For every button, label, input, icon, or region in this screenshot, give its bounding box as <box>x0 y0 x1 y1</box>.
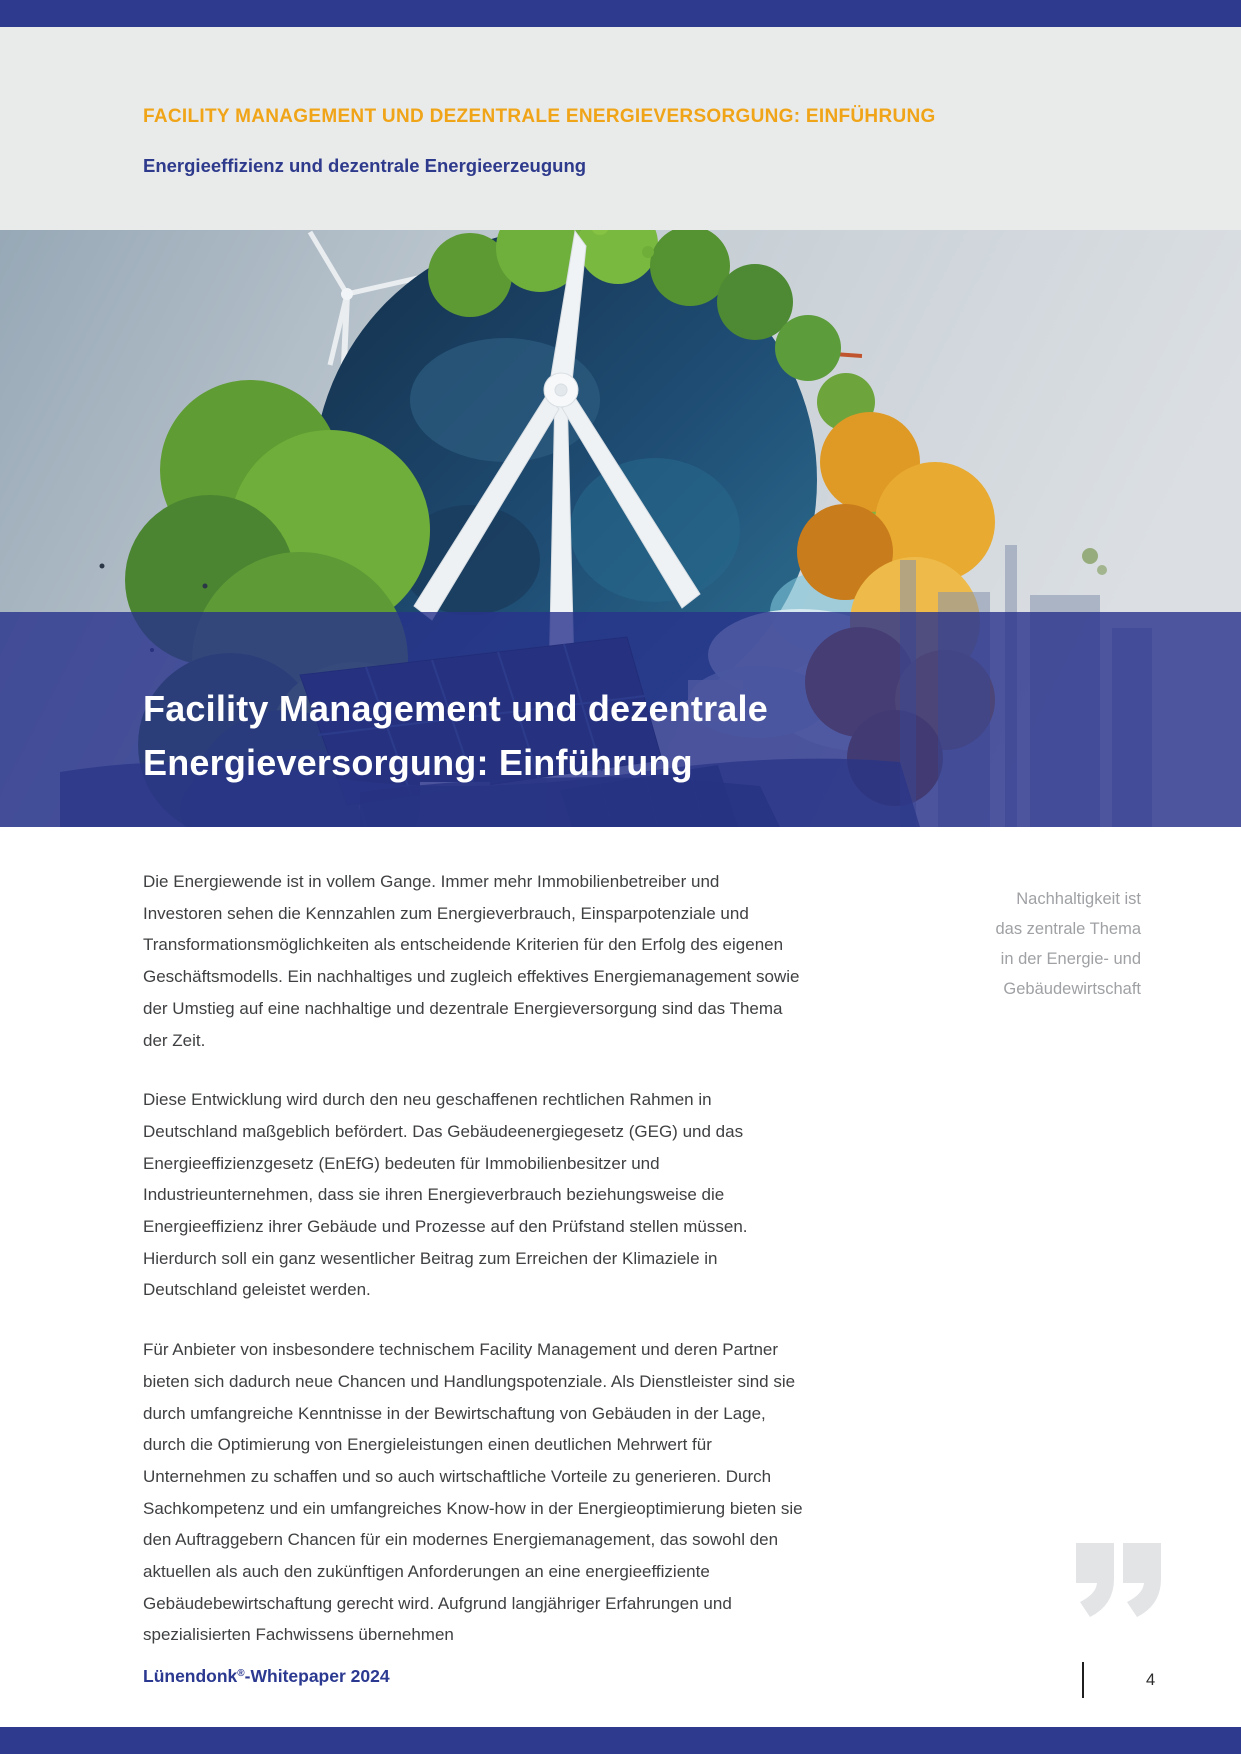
page-title-line1: Facility Management und dezentrale <box>143 688 768 729</box>
chapter-kicker: FACILITY MANAGEMENT UND DEZENTRALE ENERGIEVERSORGUNG: EINFÜHRUNG <box>143 106 936 127</box>
paragraph-2: Diese Entwicklung wird durch den neu geschaffenen rechtlichen Rahmen in Deutschland maßgeblich befördert. Das Gebäudeenergiegesetz (GEG) und das Energieeffizienzgesetz (EnEfG) bedeuten für Immobilienbesitzer und Industrieunternehmen, dass sie ihren Energieverbrauch beziehungsweise die Energieeffizienz ihrer Gebäude und Prozesse auf den Prüfstand stellen müssen. Hierdurch soll ein ganz wesentlicher Beitrag zum Erreichen der Klimaziele in Deutschland geleistet werden. <box>143 1090 748 1300</box>
page-number: 4 <box>1146 1671 1156 1689</box>
footer-brand-name: Lünendonk <box>143 1666 238 1686</box>
margin-note-line: das zentrale Thema <box>995 920 1141 938</box>
bottom-navy-strip <box>0 1727 1241 1754</box>
footer-brand-rest: -Whitepaper 2024 <box>244 1666 390 1686</box>
page-title-line2: Energieversorgung: Einführung <box>143 742 693 783</box>
margin-note <box>995 884 1141 1004</box>
margin-note-line: in der Energie- und <box>1000 950 1141 968</box>
paragraph-1: Die Energiewende ist in vollem Gange. Immer mehr Immobilienbetreiber und Investoren sehen die Kennzahlen zum Energieverbrauch, Einsparpotenziale und Transformationsmöglichkeiten als entscheidende Kriterien für den Erfolg des eigenen Geschäftsmodells. Ein nachhaltiges und zugleich effektives Energiemanagement sowie der Umstieg auf eine nachhaltige und dezentrale Energieversorgung sind das Thema der Zeit. <box>143 872 800 1050</box>
top-navy-strip <box>0 0 1241 27</box>
page-header <box>0 27 1241 230</box>
article-body <box>143 866 803 1679</box>
footer-divider <box>1082 1662 1084 1698</box>
paragraph-3: Für Anbieter von insbesondere technischem Facility Management und deren Partner bieten sich dadurch neue Chancen und Handlungspotenziale. Als Dienstleister sind sie durch umfangreiche Kenntnisse in der Bewirtschaftung von Gebäuden in der Lage, durch die Optimierung von Energieleistungen einen deutlichen Mehrwert für Unternehmen zu schaffen und so auch wirtschaftliche Vorteile zu generieren. Durch Sachkompetenz und ein umfangreiches Know-how in der Energieoptimierung bieten sie den Auftraggebern Chancen für ein modernes Energiemanagement, das sowohl den aktuellen als auch den zukünftigen Anforderungen an eine energieeffiziente Gebäudebewirtschaftung gerecht wird. Aufgrund langjähriger Erfahrungen und spezialisierten Fachwissens übernehmen <box>143 1340 803 1645</box>
hero-title-overlay <box>0 612 1241 827</box>
quote-icon <box>1076 1543 1166 1621</box>
chapter-subtitle: Energieeffizienz und dezentrale Energieerzeugung <box>143 155 587 176</box>
footer-brand <box>143 1662 390 1688</box>
registered-trademark-mark: ® <box>237 1668 245 1679</box>
margin-note-line: Gebäudewirtschaft <box>1003 980 1141 998</box>
page-title <box>143 682 768 790</box>
margin-note-line: Nachhaltigkeit ist <box>1016 890 1141 908</box>
